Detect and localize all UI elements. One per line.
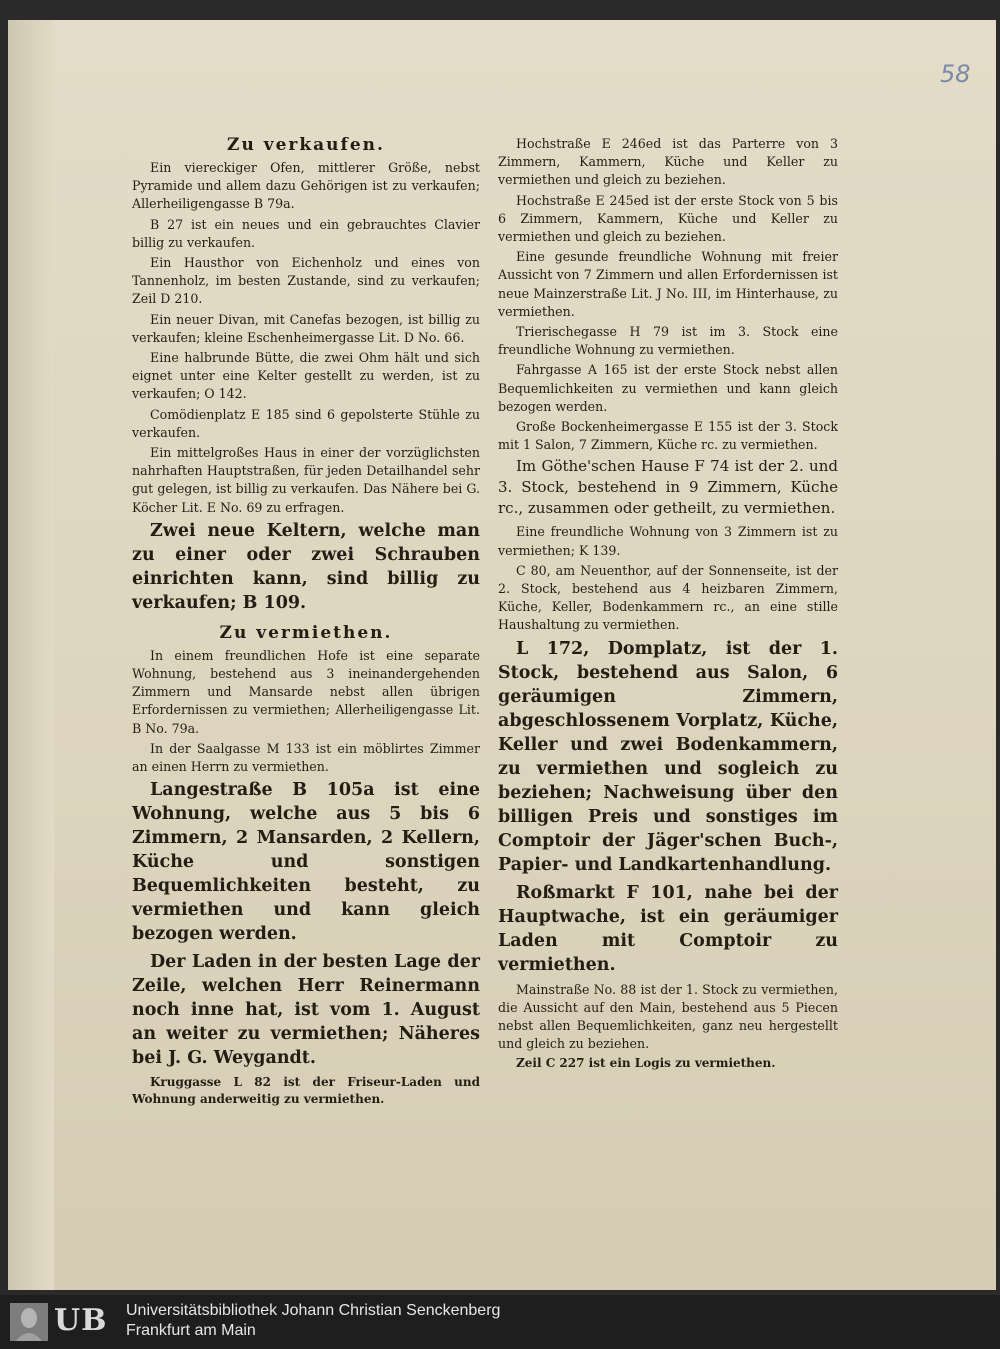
ad-text: Eine freundliche Wohnung von 3 Zimmern ist zu vermiethen; K 139.: [498, 524, 838, 558]
ad-text-large: Im Göthe'schen Hause F 74 ist der 2. und 3. Stock, bestehend in 9 Zimmern, Küche rc., zusammen oder getheilt, zu vermiethen.: [498, 457, 838, 518]
logo-text: UB: [54, 1303, 108, 1338]
ad-text: Hochstraße E 245ed ist der erste Stock von 5 bis 6 Zimmern, Kammern, Küche und Keller zu vermiethen und gleich zu beziehen.: [498, 192, 838, 245]
ad-text: Große Bockenheimergasse E 155 ist der 3. Stock mit 1 Salon, 7 Zimmern, Küche rc. zu vermiethen.: [498, 419, 838, 453]
binding-strip: [8, 20, 55, 1290]
ad-text: Ein mittelgroßes Haus in einer der vorzüglichsten nahrhaften Hauptstraßen, für jeden Detailhandel sehr gut gelegen, ist billig zu verkaufen. Das Nähere bei G. Köcher Lit. E No. 69 zu erfragen.: [132, 445, 480, 515]
library-logo[interactable]: [10, 1303, 120, 1341]
heading-zu-vermiethen: Zu vermiethen.: [219, 622, 393, 643]
ad-text: C 80, am Neuenthor, auf der Sonnenseite, ist der 2. Stock, bestehend aus 4 heizbaren Zimmern, Küche, Keller, Bodenkammern rc., an eine stille Haushaltung zu vermiethen.: [498, 562, 838, 633]
page-number: 58: [940, 60, 971, 88]
library-location: Frankfurt am Main: [126, 1322, 256, 1339]
ad-text-large: Der Laden in der besten Lage der Zeile, welchen Herr Reinermann noch inne hat, ist vom 1. August an weiter zu vermiethen; Näheres bei J. G. Weygandt.: [132, 952, 480, 1069]
ad-text: In der Saalgasse M 133 ist ein möblirtes Zimmer an einen Herrn zu vermiethen.: [132, 740, 480, 775]
right-column: [498, 135, 838, 1072]
senckenberg-portrait-icon: [10, 1303, 48, 1341]
ad-text: Ein neuer Divan, mit Canefas bezogen, ist billig zu verkaufen; kleine Eschenheimergasse Lit. D No. 66.: [132, 311, 480, 345]
library-footer: [0, 1295, 1000, 1349]
ad-text: Trierischegasse H 79 ist im 3. Stock eine freundliche Wohnung zu vermiethen.: [498, 324, 838, 358]
ad-text-large: Roßmarkt F 101, nahe bei der Hauptwache, ist ein geräumiger Laden mit Comptoir zu vermiethen.: [498, 882, 838, 975]
ad-text: B 27 ist ein neues und ein gebrauchtes Clavier billig zu verkaufen.: [132, 216, 480, 250]
ad-text: Hochstraße E 246ed ist das Parterre von 3 Zimmern, Kammern, Küche und Keller zu vermiethen und gleich zu beziehen.: [498, 136, 838, 188]
ad-text: Zeil C 227 ist ein Logis zu vermiethen.: [516, 1056, 776, 1071]
ad-text: Comödienplatz E 185 sind 6 gepolsterte Stühle zu verkaufen.: [132, 406, 480, 440]
ad-text: Fahrgasse A 165 ist der erste Stock nebst allen Bequemlichkeiten zu vermiethen und kann gleich bezogen werden.: [498, 362, 838, 414]
ad-text: In einem freundlichen Hofe ist eine separate Wohnung, bestehend aus 3 ineinandergehenden Zimmern und Mansarde nebst allen übrigen Erfordernissen zu vermiethen; Allerheiligengasse Lit. B No. 79a.: [132, 647, 480, 736]
left-column: [132, 135, 480, 1108]
library-name[interactable]: Universitätsbibliothek Johann Christian Senckenberg: [126, 1302, 501, 1319]
ad-text-large: L 172, Domplatz, ist der 1. Stock, bestehend aus Salon, 6 geräumigen Zimmern, abgeschlossenem Vorplatz, Küche, Keller und zwei Bodenkammern, zu vermiethen und sogleich zu beziehen; Nachweisung über den billigen Preis und sonstiges im Comptoir der Jäger'schen Buch-, Papier- und Landkartenhandlung.: [498, 638, 838, 875]
ad-text: Ein viereckiger Ofen, mittlerer Größe, nebst Pyramide und allem dazu Gehörigen ist zu verkaufen; Allerheiligengasse B 79a.: [132, 160, 480, 212]
ad-text: Kruggasse L 82 ist der Friseur-Laden und Wohnung anderweitig zu vermiethen.: [132, 1075, 480, 1107]
heading-zu-verkaufen: Zu verkaufen.: [227, 135, 385, 155]
ad-text: Eine halbrunde Bütte, die zwei Ohm hält und sich eignet unter eine Kelter gestellt zu werden, ist zu verkaufen; O 142.: [132, 350, 480, 402]
ad-text-large: Zwei neue Keltern, welche man zu einer oder zwei Schrauben einrichten kann, sind billig zu verkaufen; B 109.: [132, 520, 480, 613]
ad-text: Mainstraße No. 88 ist der 1. Stock zu vermiethen, die Aussicht auf den Main, bestehend aus 5 Piecen nebst allen Bequemlichkeiten, ganz neu hergestellt und gleich zu beziehen.: [498, 981, 838, 1052]
ad-text: Eine gesunde freundliche Wohnung mit freier Aussicht von 7 Zimmern und allen Erfordernissen ist neue Mainzerstraße Lit. J No. III, im Hinterhause, zu vermiethen.: [498, 249, 838, 319]
ad-text: Ein Hausthor von Eichenholz und eines von Tannenholz, im besten Zustande, sind zu verkaufen; Zeil D 210.: [132, 255, 480, 307]
ad-text-large: Langestraße B 105a ist eine Wohnung, welche aus 5 bis 6 Zimmern, 2 Mansarden, 2 Kellern, Küche und sonstigen Bequemlichkeiten besteht, zu vermiethen und kann gleich bezogen werden.: [132, 780, 480, 945]
